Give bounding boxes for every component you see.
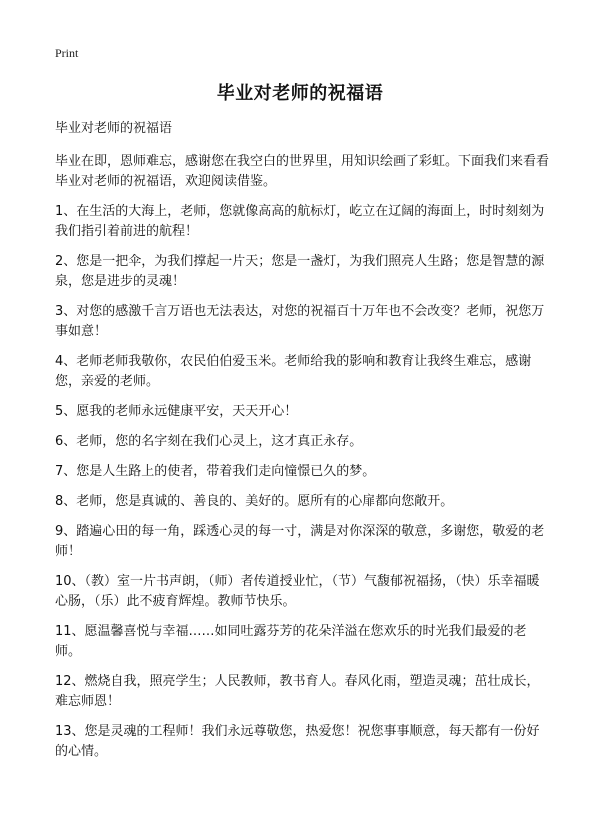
blessing-item-13: 13、您是灵魂的工程师！我们永远尊敬您，热爱您！祝您事事顺意，每天都有一份好的心情。 bbox=[55, 724, 540, 759]
blessing-item-11: 11、愿温馨喜悦与幸福……如同吐露芬芳的花朵洋溢在您欢乐的时光我们最爱的老师。 bbox=[55, 624, 527, 659]
blessing-item-3: 3、对您的感激千言万语也无法表达，对您的祝福百十万年也不会改变？老师，祝您万事如意！ bbox=[55, 304, 545, 339]
print-link[interactable]: Print bbox=[55, 46, 79, 60]
blessing-item-12: 12、燃烧自我，照亮学生；人民教师，教书育人。春风化雨，塑造灵魂；茁壮成长，难忘师恩！ bbox=[55, 674, 540, 709]
blessing-item-5: 5、愿我的老师永远健康平安，天天开心！ bbox=[55, 404, 298, 419]
blessing-item-8: 8、老师，您是真诚的、善良的、美好的。愿所有的心扉都向您敞开。 bbox=[55, 494, 454, 509]
blessing-item-4: 4、老师老师我敬你，农民伯伯爱玉米。老师给我的影响和教育让我终生难忘，感谢您，亲爱的老师。 bbox=[55, 354, 532, 389]
blessing-item-9: 9、踏遍心田的每一角，踩透心灵的每一寸，满是对你深深的敬意，多谢您，敬爱的老师！ bbox=[55, 524, 545, 559]
blessing-item-1: 1、在生活的大海上，老师，您就像高高的航标灯，屹立在辽阔的海面上，时时刻刻为我们指引着前进的航程！ bbox=[55, 204, 545, 239]
article-body bbox=[55, 120, 552, 772]
blessing-item-7: 7、您是人生路上的使者，带着我们走向憧憬已久的梦。 bbox=[55, 464, 376, 479]
intro-paragraph: 毕业在即，恩师难忘，感谢您在我空白的世界里，用知识绘画了彩虹。下面我们来看看毕业对老师的祝福语，欢迎阅读借鉴。 bbox=[55, 154, 550, 189]
blessing-item-10: 10、（教）室一片书声朗，（师）者传道授业忙，（节）气馥郁祝福扬，（快）乐幸福暖心肠，（乐）此不疲育辉煌。教师节快乐。 bbox=[55, 574, 540, 609]
blessing-item-2: 2、您是一把伞，为我们撑起一片天；您是一盏灯，为我们照亮人生路；您是智慧的源泉，您是进步的灵魂！ bbox=[55, 254, 545, 289]
blessing-item-6: 6、老师，您的名字刻在我们心灵上，这才真正永存。 bbox=[55, 434, 363, 449]
page-title: 毕业对老师的祝福语 bbox=[216, 83, 384, 104]
article-subtitle: 毕业对老师的祝福语 bbox=[55, 121, 173, 136]
